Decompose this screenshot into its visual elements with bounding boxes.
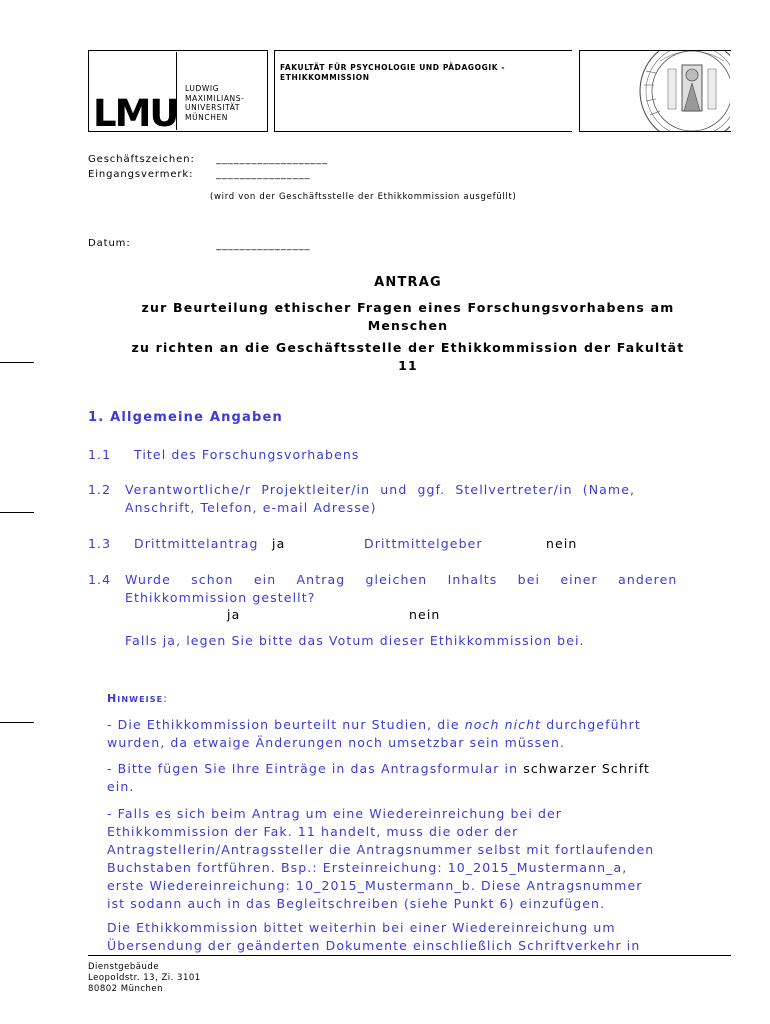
reference-field[interactable]: ___________________ [216,154,329,165]
note-paragraph-1-line-2: wurden, da etwaige Änderungen noch umsetzbar sein müssen. [107,735,566,750]
seal-icon [580,51,730,131]
item-1-3-number: 1.3 [88,536,112,551]
item-1-4-number: 1.4 [88,572,112,587]
note-paragraph-2-line-2: ein. [107,779,135,794]
item-1-1-label: Titel des Forschungsvorhabens [134,447,360,462]
receipt-field[interactable]: ________________ [216,169,311,180]
other-commission-no-option[interactable]: nein [409,607,441,622]
commission-name: ETHIKKOMMISSION [280,73,370,82]
university-seal [579,50,731,132]
item-1-4-line-1: Wurde schon ein Antrag gleichen Inhalts bei einer anderen [125,572,678,587]
item-1-1-number: 1.1 [88,447,112,462]
receipt-label: Eingangsvermerk: [88,169,194,180]
subtitle-line-3: zu richten an die Geschäftsstelle der Ethikkommission der Fakultät [131,340,685,355]
receipt-row [88,169,311,180]
item-1-4-note: Falls ja, legen Sie bitte das Votum dieser Ethikkommission bei. [125,633,585,648]
note-paragraph-1: - Die Ethikkommission beurteilt nur Studien, die noch nicht durchgeführt [107,717,641,732]
margin-mark [0,722,34,723]
office-note: (wird von der Geschäftsstelle der Ethikkommission ausgefüllt) [210,192,517,202]
item-1-4-line-2: Ethikkommission gestellt? [125,590,316,605]
date-field[interactable]: ________________ [216,240,311,251]
footer-address: Dienstgebäude Leopoldstr. 13, Zi. 3101 80802 München [88,962,201,994]
third-party-funding-label: Drittmittelantrag [134,536,259,551]
funding-no-option[interactable]: nein [546,536,578,551]
notes-heading: Hinweise: [107,692,168,705]
subtitle-line-2: Menschen [367,318,449,333]
lmu-logo-text: LMU [93,92,178,135]
reference-label: Geschäftszeichen: [88,154,195,165]
margin-mark [0,362,34,363]
funding-provider-label: Drittmittelgeber [364,536,483,551]
faculty-header [274,50,572,132]
funding-yes-option[interactable]: ja [272,536,286,551]
date-label: Datum: [88,238,131,249]
note-paragraph-4: Die Ethikkommission bittet weiterhin bei einer Wiedereinreichung um Übersendung der geänderten Dokumente einschließlich Schriftverkehr in [107,920,641,953]
subtitle-line-4: 11 [398,358,418,373]
note-paragraph-3: - Falls es sich beim Antrag um eine Wiedereinreichung bei der Ethikkommission der Fak. 11 handelt, muss die oder der Antragstellerin/Antragssteller die Antragsnummer selbst mit fortlaufenden Buchstaben fortführen. Bsp.: Ersteinreichung: 10_2015_Mustermann_a, erste Wiedereinreichung: 10_2015_Mustermann_b. Diese Antragsnummer ist sodann auch in das Begleitschreiben (siehe Punkt 6) einzufügen. [107,806,655,911]
reference-number-row [88,154,329,165]
lmu-logo [88,50,268,135]
item-1-2-number: 1.2 [88,482,112,497]
note-paragraph-2: - Bitte fügen Sie Ihre Einträge in das Antragsformular in schwarzer Schrift [107,761,651,776]
other-commission-yes-option[interactable]: ja [227,607,241,622]
section-heading: 1. Allgemeine Angaben [88,410,283,425]
margin-mark [0,512,34,513]
subtitle-line-1: zur Beurteilung ethischer Fragen eines Forschungsvorhabens am [141,300,675,315]
university-name: LUDWIG MAXIMILIANS- UNIVERSITÄT MÜNCHEN [185,84,245,122]
item-1-2-line-1: Verantwortliche/r Projektleiter/in und ggf. Stellvertreter/in (Name, [125,482,636,497]
faculty-name: FAKULTÄT FÜR PSYCHOLOGIE UND PÄDAGOGIK - [280,63,506,72]
item-1-2-line-2: Anschrift, Telefon, e-mail Adresse) [125,500,377,515]
footer-divider [88,955,731,956]
page-title: ANTRAG [374,275,442,290]
